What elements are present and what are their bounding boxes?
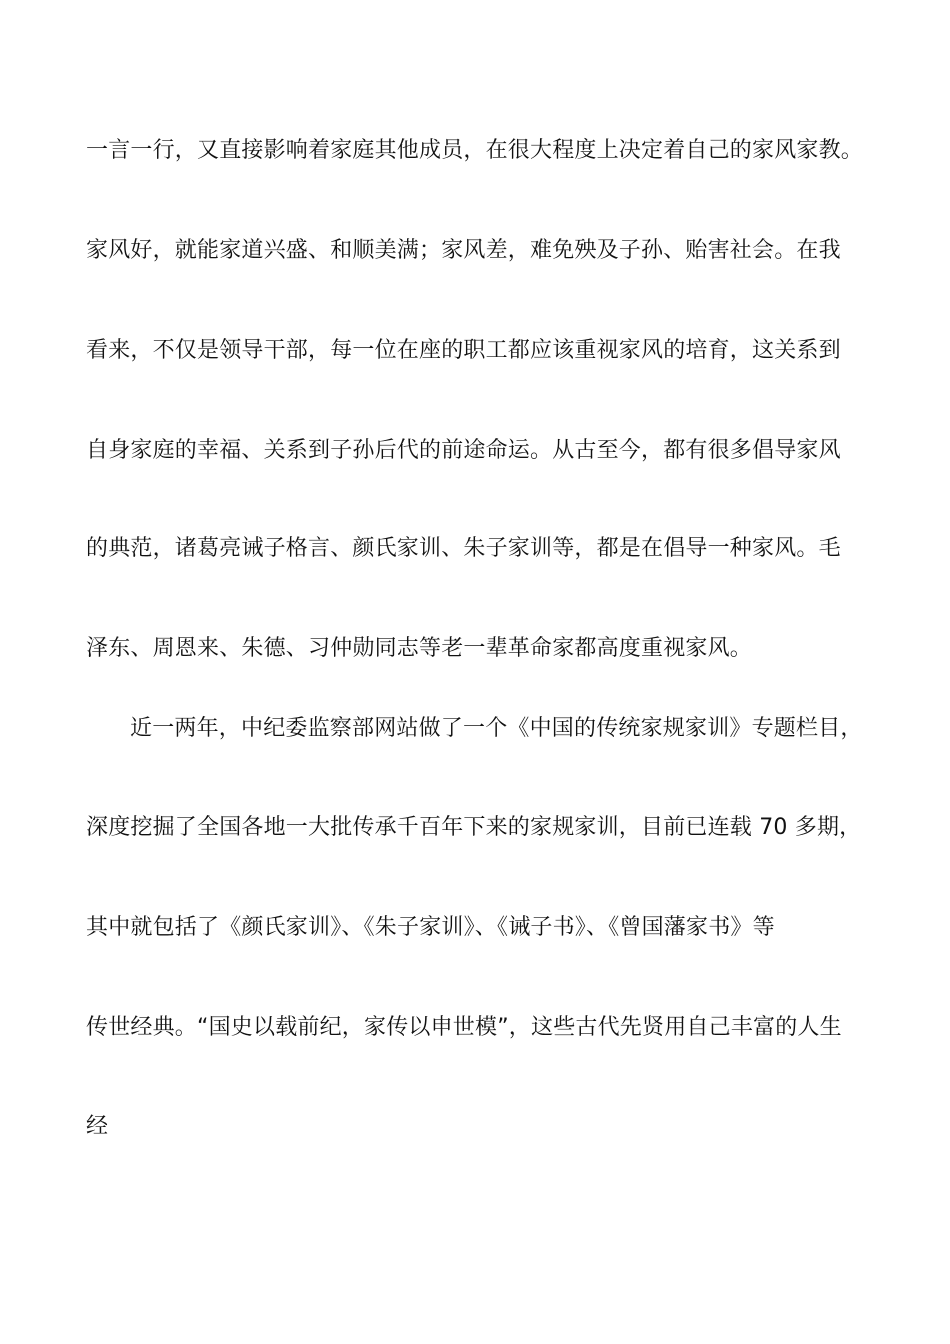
paragraph-line: 其中就包括了《颜氏家训》、《朱子家训》、《诫子书》、《曾国藩家书》等 bbox=[86, 915, 775, 940]
paragraph-line: 经 bbox=[86, 1114, 109, 1139]
paragraph-line: 看来，不仅是领导干部，每一位在座的职工都应该重视家风的培育，这关系到 bbox=[86, 338, 841, 363]
paragraph-line: 泽东、周恩来、朱德、习仲勋同志等老一辈革命家都高度重视家风。 bbox=[86, 636, 753, 661]
paragraph-line: 传世经典。“国史以载前纪，家传以申世模”，这些古代先贤用自己丰富的人生 bbox=[86, 1015, 842, 1040]
paragraph-line: 一言一行，又直接影响着家庭其他成员，在很大程度上决定着自己的家风家教。 bbox=[86, 138, 864, 163]
paragraph-line: 的典范，诸葛亮诫子格言、颜氏家训、朱子家训等，都是在倡导一种家风。毛 bbox=[86, 536, 841, 561]
paragraph-line-indented: 近一两年，中纪委监察部网站做了一个《中国的传统家规家训》专题栏目， bbox=[130, 716, 863, 741]
paragraph-line: 家风好，就能家道兴盛、和顺美满；家风差，难免殃及子孙、贻害社会。在我 bbox=[86, 238, 841, 263]
paragraph-line: 自身家庭的幸福、关系到子孙后代的前途命运。从古至今，都有很多倡导家风 bbox=[86, 438, 841, 463]
paragraph-line: 深度挖掘了全国各地一大批传承千百年下来的家规家训，目前已连载 70 多期， bbox=[86, 815, 862, 840]
